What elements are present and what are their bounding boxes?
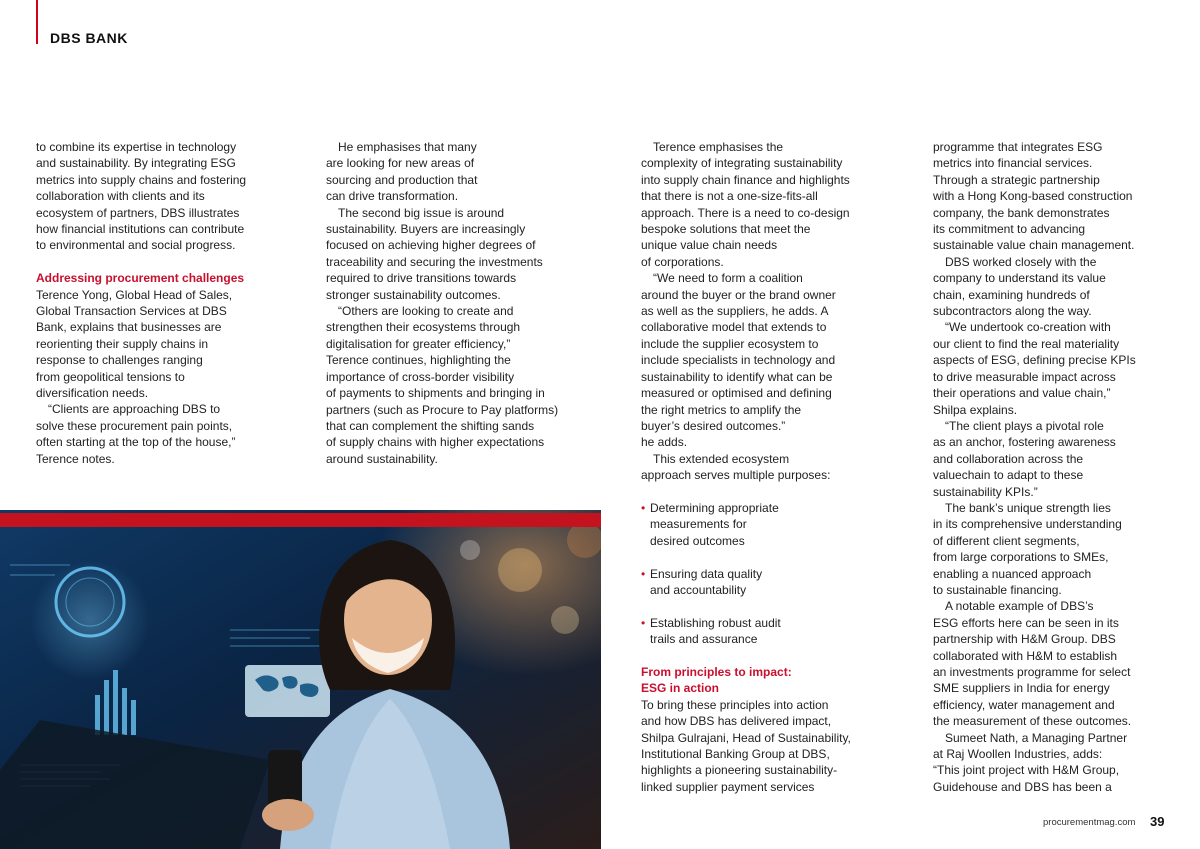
text-line: include specialists in technology and (641, 353, 836, 368)
text-line: “We undertook co-creation with (945, 320, 1111, 335)
text-line: SME suppliers in India for energy (933, 681, 1110, 696)
text-line: ecosystem of partners, DBS illustrates (36, 205, 240, 220)
text-line: approach serves multiple purposes: (641, 468, 831, 483)
text-line: stronger sustainability outcomes. (326, 287, 501, 302)
text-line: as an anchor, fostering awareness (933, 435, 1116, 450)
text-line: Shilpa Gulrajani, Head of Sustainability, (641, 730, 851, 745)
text-line: focused on achieving higher degrees of (326, 238, 536, 253)
text-line: collaborative model that extends to (641, 320, 827, 335)
text-line: Through a strategic partnership (933, 172, 1100, 187)
text-line: valuechain to adapt to these (933, 468, 1084, 483)
text-line: chain, examining hundreds of (933, 287, 1090, 302)
text-line: Terence continues, highlighting the (326, 353, 511, 368)
text-line: Global Transaction Services at DBS (36, 304, 227, 319)
list-item: • Establishing robust audit trails and assurance (641, 615, 881, 648)
text-line: He emphasises that many (338, 140, 477, 154)
text-line: reorienting their supply chains in (36, 336, 209, 351)
subheading: From principles to impact: (641, 664, 792, 679)
text-line: and collaboration across the (933, 451, 1084, 466)
text-line: to environmental and social progress. (36, 238, 236, 253)
text-line: strengthen their ecosystems through (326, 320, 521, 335)
text-line: the right metrics to amplify the (641, 402, 802, 417)
text-line: complexity of integrating sustainability (641, 156, 843, 171)
text-line: “Clients are approaching DBS to (48, 402, 221, 417)
article-column-3 (641, 139, 881, 795)
text-line: sustainability to identify what can be (641, 369, 833, 384)
subheading: ESG in action (641, 681, 720, 696)
article-column-1 (36, 139, 276, 467)
text-line: Terence emphasises the (653, 140, 784, 154)
text-line: The second big issue is around (338, 205, 505, 220)
text-line: Sumeet Nath, a Managing Partner (945, 730, 1128, 745)
text-line: that can complement the shifting sands (326, 418, 535, 433)
text-line: can drive transformation. (326, 189, 459, 204)
text-line: of supply chains with higher expectations (326, 435, 545, 450)
text-line: he adds. (641, 435, 688, 450)
text-line: digitalisation for greater efficiency,” (326, 336, 511, 351)
list-item: • Ensuring data quality and accountability (641, 566, 881, 599)
text-line: traceability and securing the investments (326, 254, 543, 269)
text-line: Institutional Banking Group at DBS, (641, 746, 830, 761)
photo-red-band (0, 513, 601, 527)
text-line: metrics into financial services. (933, 156, 1093, 171)
text-line: an investments programme for select (933, 665, 1131, 679)
text-line: Shilpa explains. (933, 402, 1018, 417)
text-line: collaboration with clients and its (36, 189, 205, 204)
text-line: “We need to form a coalition (653, 271, 803, 286)
text-line: around the buyer or the brand owner (641, 287, 836, 302)
text-line: This extended ecosystem (653, 451, 790, 466)
text-line: and sustainability. By integrating ESG (36, 156, 236, 171)
text-line: aspects of ESG, defining precise KPIs (933, 353, 1136, 368)
text-line: from large corporations to SMEs, (933, 550, 1109, 565)
text-line: DBS worked closely with the (945, 254, 1097, 269)
text-line: its commitment to advancing (933, 222, 1086, 237)
text-line: partnership with H&M Group. DBS (933, 632, 1116, 647)
text-line: linked supplier payment services (641, 779, 815, 794)
text-line: sustainability. Buyers are increasingly (326, 222, 526, 237)
text-line: ESG efforts here can be seen in its (933, 615, 1119, 630)
text-line: Guidehouse and DBS has been a (933, 779, 1112, 794)
text-line: with a Hong Kong-based construction (933, 189, 1133, 204)
text-line: importance of cross-border visibility (326, 369, 515, 384)
text-line: enabling a nuanced approach (933, 566, 1092, 581)
text-line: “This joint project with H&M Group, (933, 763, 1120, 778)
text-line: company to understand its value (933, 271, 1106, 286)
text-line: the measurement of these outcomes. (933, 714, 1132, 729)
text-line: Terence notes. (36, 451, 115, 466)
text-line: in its comprehensive understanding (933, 517, 1122, 532)
text-line: of payments to shipments and bringing in (326, 386, 545, 401)
footer-website: procurementmag.com (1043, 817, 1136, 828)
article-column-4 (933, 139, 1163, 795)
text-line: efficiency, water management and (933, 697, 1115, 712)
text-line: from geopolitical tensions to (36, 369, 185, 384)
text-line: sourcing and production that (326, 172, 478, 187)
page-number: 39 (1150, 814, 1165, 829)
text-line: of corporations. (641, 254, 724, 269)
text-line: include the supplier ecosystem to (641, 336, 819, 351)
text-line: “The client plays a pivotal role (945, 418, 1104, 433)
text-line: metrics into supply chains and fostering (36, 172, 247, 187)
subheading: Addressing procurement challenges (36, 271, 245, 286)
text-line: that there is not a one-size-fits-all (641, 189, 818, 204)
text-line: measured or optimised and defining (641, 386, 832, 401)
text-line: at Raj Woollen Industries, adds: (933, 747, 1103, 762)
article-photo (0, 510, 601, 849)
text-line: diversification needs. (36, 386, 149, 401)
text-line: To bring these principles into action (641, 697, 829, 712)
text-line: collaborated with H&M to establish (933, 648, 1118, 663)
text-line: A notable example of DBS’s (945, 599, 1094, 614)
text-line: Bank, explains that businesses are (36, 320, 222, 335)
text-line: as well as the suppliers, he adds. A (641, 304, 829, 319)
header-accent-rule (36, 0, 38, 44)
text-line: sustainability KPIs.” (933, 484, 1038, 499)
text-line: programme that integrates ESG (933, 140, 1103, 154)
photo-illustration (0, 510, 601, 849)
text-line: often starting at the top of the house,” (36, 435, 236, 450)
text-line: solve these procurement pain points, (36, 418, 233, 433)
text-line: of different client segments, (933, 533, 1080, 548)
text-line: company, the bank demonstrates (933, 205, 1110, 220)
text-line: required to drive transitions towards (326, 271, 517, 286)
text-line: to combine its expertise in technology (36, 140, 237, 154)
text-line: into supply chain finance and highlights (641, 172, 850, 187)
text-line: how financial institutions can contribute (36, 222, 245, 237)
text-line: subcontractors along the way. (933, 304, 1092, 319)
text-line: approach. There is a need to co-design (641, 205, 850, 220)
purpose-list (641, 500, 881, 648)
section-title: DBS BANK (50, 30, 128, 46)
text-line: buyer’s desired outcomes.” (641, 418, 786, 433)
text-line: partners (such as Procure to Pay platforms) (326, 402, 559, 417)
text-line: Terence Yong, Global Head of Sales, (36, 287, 233, 302)
text-line: their operations and value chain,” (933, 386, 1111, 401)
text-line: sustainable value chain management. (933, 238, 1135, 253)
list-item: • Determining appropriate measurements for desired outcomes (641, 500, 881, 549)
text-line: bespoke solutions that meet the (641, 222, 811, 237)
text-line: around sustainability. (326, 451, 438, 466)
text-line: response to challenges ranging (36, 353, 203, 368)
text-line: and how DBS has delivered impact, (641, 714, 832, 729)
text-line: our client to find the real materiality (933, 336, 1120, 351)
text-line: “Others are looking to create and (338, 304, 514, 319)
text-line: to drive measurable impact across (933, 369, 1116, 384)
text-line: are looking for new areas of (326, 156, 475, 171)
text-line: The bank’s unique strength lies (945, 500, 1111, 515)
text-line: to sustainable financing. (933, 582, 1062, 597)
text-line: unique value chain needs (641, 238, 778, 253)
text-line: highlights a pioneering sustainability- (641, 763, 838, 778)
article-column-2 (326, 139, 576, 467)
